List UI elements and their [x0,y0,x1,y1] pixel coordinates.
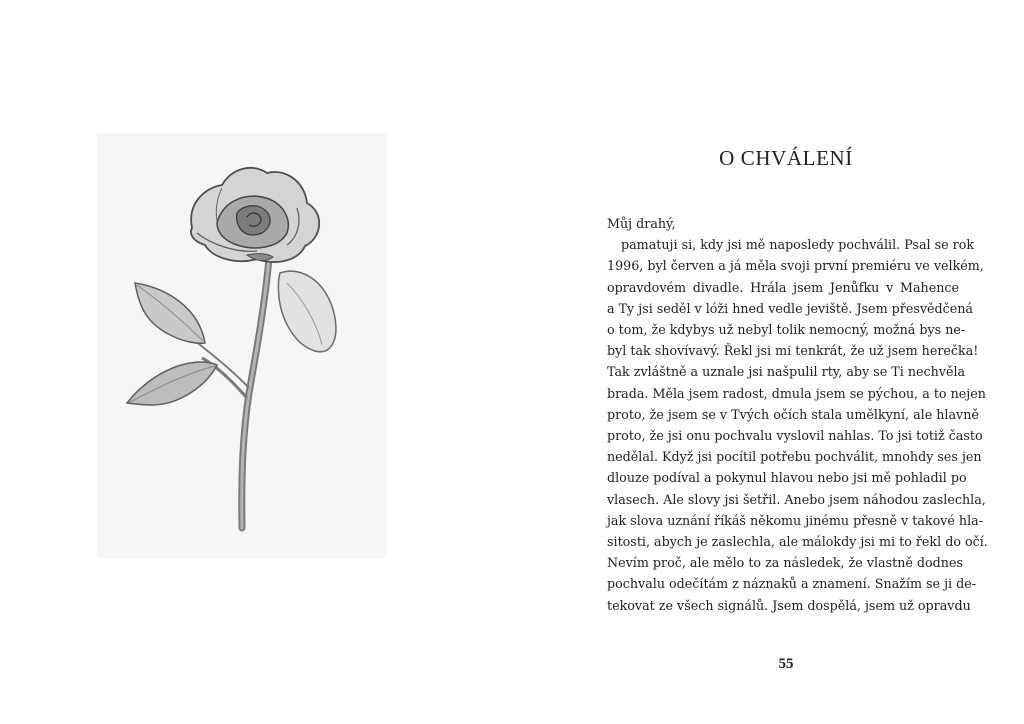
paragraph-line: o tom, že kdybys už nebyl tolik nemocný, možná bys ne- [607,322,966,338]
paragraph-line: sitosti, abych je zaslechla, ale málokdy jsi mi to řekl do očí. [607,534,988,550]
paragraph-line: 1996, byl červen a já měla svoji první premiéru ve velkém, [607,258,984,274]
paragraph-line: proto, že jsi onu pochvalu vyslovil nahlas. To jsi totiž často [607,428,983,444]
paragraph-line: pochvalu odečítám z náznaků a znamení. Snažím se ji de- [607,576,977,592]
paragraph-line: pamatuji si, kdy jsi mě naposledy pochválil. Psal se rok [621,237,975,253]
paragraph-line: byl tak shovívavý. Řekl jsi mi tenkrát, že už jsem herečka! [607,343,979,359]
letter-body [607,213,988,616]
paragraph-line: vlasech. Ale slovy jsi šetřil. Anebo jsem náhodou zaslechla, [607,491,986,507]
paragraph-line: Tak zvláštně a uznale jsi našpulil rty, aby se Ti nechvěla [607,364,966,380]
paragraph-line: nedělal. Když jsi pocítil potřebu pochválit, mnohdy ses jen [607,449,982,465]
paragraph-line: tekovat ze všech signálů. Jsem dospělá, jsem už opravdu [607,597,971,613]
paragraph-line: dlouze podíval a pokynul hlavou nebo jsi mě pohladil po [607,470,967,486]
paragraph-line: jak slova uznání říkáš někomu jinému přesně v takové hla- [607,512,984,528]
paragraph-line: brada. Měla jsem radost, dmula jsem se pýchou, a to nejen [607,385,986,401]
rose-illustration-icon [97,133,387,558]
paragraph-line: a Ty jsi seděl v lóži hned vedle jeviště. Jsem přesvědčená [607,300,973,316]
paragraph-line: proto, že jsem se v Tvých očích stala umělkyní, ale hlavně [607,406,979,422]
page-number: 55 [778,656,794,672]
paragraph-line: opravdovém divadle. Hrála jsem Jenůfku v Mahence [607,279,959,295]
paragraph-line: Nevím proč, ale mělo to za následek, že vlastně dodnes [607,555,963,571]
salutation: Můj drahý, [607,216,676,231]
chapter-title: O CHVÁLENÍ [719,146,853,170]
